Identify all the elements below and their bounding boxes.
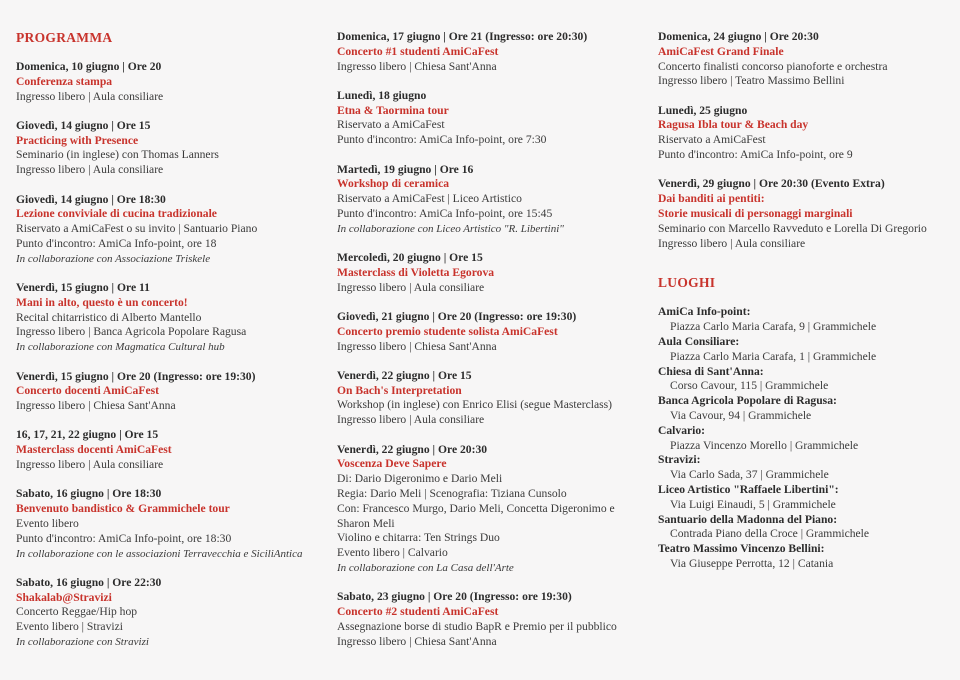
event-detail: Seminario con Marcello Ravveduto e Lorella Di Gregorio — [658, 221, 927, 235]
event-title: Mani in alto, questo è un concerto! — [16, 295, 188, 309]
event-title: Ragusa Ibla tour & Beach day — [658, 118, 809, 132]
venue-address: Via Giuseppe Perrotta, 12 | Catania — [670, 556, 834, 570]
event-date: 16, 17, 21, 22 giugno | Ore 15 — [16, 428, 159, 442]
venue-name: AmiCa Info-point: — [658, 305, 751, 319]
event-detail: Con: Francesco Murgo, Dario Meli, Concetta Digeronimo e — [337, 501, 615, 515]
event-detail: Ingresso libero | Chiesa Sant'Anna — [16, 399, 176, 413]
event-title: Practicing with Presence — [16, 133, 139, 147]
event-list — [337, 30, 637, 649]
venue-name: Chiesa di Sant'Anna: — [658, 364, 764, 378]
venue-item — [658, 453, 948, 483]
event-title: Concerto #1 studenti AmiCaFest — [337, 44, 499, 58]
event-detail: Regia: Dario Meli | Scenografia: Tiziana Cunsolo — [337, 486, 567, 500]
event-date: Giovedì, 14 giugno | Ore 18:30 — [16, 192, 166, 206]
event-item — [658, 104, 948, 163]
venue-item — [658, 483, 948, 513]
event-title: AmiCaFest Grand Finale — [658, 44, 784, 58]
venue-address: Piazza Carlo Maria Carafa, 9 | Grammichele — [670, 320, 877, 334]
program-column-2 — [337, 30, 637, 664]
event-title: Storie musicali di personaggi marginali — [658, 206, 853, 220]
venue-name: Teatro Massimo Vincenzo Bellini: — [658, 542, 825, 556]
event-title: Dai banditi ai pentiti: — [658, 192, 765, 206]
event-date: Giovedì, 21 giugno | Ore 20 (Ingresso: ore 19:30) — [337, 309, 577, 323]
event-item — [16, 193, 316, 267]
venue-name: Stravizi: — [658, 453, 701, 467]
event-detail: Ingresso libero | Aula consiliare — [337, 280, 485, 294]
event-list — [16, 60, 316, 650]
program-column-3 — [658, 30, 948, 572]
event-detail: Ingresso libero | Banca Agricola Popolare Ragusa — [16, 325, 247, 339]
event-item — [16, 487, 316, 561]
program-column-1 — [16, 30, 316, 664]
event-detail: Riservato a AmiCaFest — [337, 118, 445, 132]
event-date: Sabato, 16 giugno | Ore 22:30 — [16, 575, 162, 589]
event-detail: Punto d'incontro: AmiCa Info-point, ore 18 — [16, 236, 217, 250]
event-date: Venerdì, 22 giugno | Ore 20:30 — [337, 442, 488, 456]
venue-item — [658, 335, 948, 365]
event-date: Venerdì, 29 giugno | Ore 20:30 (Evento Extra) — [658, 177, 885, 191]
event-title: Masterclass di Violetta Egorova — [337, 265, 495, 279]
event-detail: Violino e chitarra: Ten Strings Duo — [337, 531, 500, 545]
event-date: Domenica, 17 giugno | Ore 21 (Ingresso: ore 20:30) — [337, 30, 588, 43]
event-detail: Seminario (in inglese) con Thomas Lanners — [16, 148, 219, 162]
event-collaboration: In collaborazione con Stravizi — [16, 636, 149, 648]
event-detail: Ingresso libero | Teatro Massimo Bellini — [658, 74, 845, 88]
event-detail: Ingresso libero | Chiesa Sant'Anna — [337, 59, 497, 73]
event-detail: Ingresso libero | Aula consiliare — [658, 236, 806, 250]
venue-address: Contrada Piano della Croce | Grammichele — [670, 527, 870, 541]
venue-name: Banca Agricola Popolare di Ragusa: — [658, 394, 837, 408]
venue-address: Piazza Carlo Maria Carafa, 1 | Grammichele — [670, 349, 877, 363]
venue-address: Via Carlo Sada, 37 | Grammichele — [670, 468, 829, 482]
venue-list — [658, 305, 948, 571]
event-detail: Riservato a AmiCaFest — [658, 133, 766, 147]
event-date: Giovedì, 14 giugno | Ore 15 — [16, 118, 151, 132]
event-detail: Di: Dario Digeronimo e Dario Meli — [337, 472, 503, 486]
event-title: Benvenuto bandistico & Grammichele tour — [16, 502, 230, 516]
event-date: Martedì, 19 giugno | Ore 16 — [337, 162, 474, 176]
event-title: Concerto #2 studenti AmiCaFest — [337, 605, 499, 618]
event-detail: Evento libero | Stravizi — [16, 620, 123, 634]
event-date: Venerdì, 15 giugno | Ore 11 — [16, 281, 150, 295]
event-collaboration: In collaborazione con La Casa dell'Arte — [337, 561, 514, 574]
event-title: On Bach's Interpretation — [337, 383, 462, 397]
event-collaboration: In collaborazione con Liceo Artistico "R. Libertini" — [337, 222, 564, 235]
event-detail: Riservato a AmiCaFest | Liceo Artistico — [337, 192, 522, 206]
event-date: Sabato, 16 giugno | Ore 18:30 — [16, 487, 162, 501]
event-detail: Ingresso libero | Aula consiliare — [16, 163, 164, 177]
event-title: Concerto docenti AmiCaFest — [16, 384, 159, 398]
event-title: Shakalab@Stravizi — [16, 590, 112, 604]
event-title: Concerto premio studente solista AmiCaFest — [337, 324, 558, 338]
event-date: Venerdì, 15 giugno | Ore 20 (Ingresso: ore 19:30) — [16, 369, 256, 383]
venue-item — [658, 424, 948, 454]
event-date: Lunedì, 18 giugno — [337, 88, 427, 102]
event-detail: Concerto finalisti concorso pianoforte e orchestra — [658, 59, 888, 73]
event-list — [658, 30, 948, 251]
event-detail: Ingresso libero | Aula consiliare — [16, 458, 164, 472]
event-item — [337, 251, 637, 295]
event-title: Voscenza Deve Sapere — [337, 457, 447, 471]
programma-title: PROGRAMMA — [16, 30, 113, 45]
event-date: Domenica, 10 giugno | Ore 20 — [16, 60, 162, 73]
event-detail: Punto d'incontro: AmiCa Info-point, ore 7:30 — [337, 133, 547, 147]
event-detail: Concerto Reggae/Hip hop — [16, 605, 138, 619]
event-item — [16, 60, 316, 104]
venue-address: Piazza Vincenzo Morello | Grammichele — [670, 438, 859, 452]
event-item — [337, 30, 637, 74]
venue-item — [658, 365, 948, 395]
event-collaboration: In collaborazione con Associazione Triskele — [16, 252, 211, 265]
event-detail: Ingresso libero | Chiesa Sant'Anna — [337, 634, 497, 648]
event-detail: Ingresso libero | Chiesa Sant'Anna — [337, 339, 497, 353]
venue-address: Via Cavour, 94 | Grammichele — [670, 408, 812, 422]
event-item — [337, 89, 637, 148]
event-title: Etna & Taormina tour — [337, 103, 449, 117]
venue-item — [658, 542, 948, 572]
event-detail: Punto d'incontro: AmiCa Info-point, ore 15:45 — [337, 206, 553, 220]
event-detail: Ingresso libero | Aula consiliare — [16, 89, 164, 103]
venue-name: Aula Consiliare: — [658, 334, 740, 348]
event-title: Lezione conviviale di cucina tradizionale — [16, 207, 217, 221]
event-item — [337, 590, 637, 649]
event-detail: Recital chitarristico di Alberto Mantello — [16, 310, 202, 324]
event-item — [16, 576, 316, 650]
event-detail: Ingresso libero | Aula consiliare — [337, 413, 485, 427]
event-detail: Evento libero | Calvario — [337, 546, 448, 560]
event-item — [337, 443, 637, 576]
event-collaboration: In collaborazione con le associazioni Terravecchia e SiciliAntica — [16, 547, 303, 560]
event-date: Venerdì, 22 giugno | Ore 15 — [337, 368, 472, 382]
event-item — [337, 163, 637, 237]
event-detail: Workshop (in inglese) con Enrico Elisi (segue Masterclass) — [337, 398, 612, 412]
event-title: Masterclass docenti AmiCaFest — [16, 443, 172, 457]
event-date: Lunedì, 25 giugno — [658, 103, 748, 117]
venue-name: Santuario della Madonna del Piano: — [658, 512, 838, 526]
venue-address: Corso Cavour, 115 | Grammichele — [670, 379, 829, 393]
event-collaboration: In collaborazione con Magmatica Cultural hub — [16, 341, 225, 354]
event-item — [16, 428, 316, 472]
event-date: Mercoledì, 20 giugno | Ore 15 — [337, 251, 483, 265]
event-detail: Punto d'incontro: AmiCa Info-point, ore 18:30 — [16, 531, 232, 545]
event-date: Domenica, 24 giugno | Ore 20:30 — [658, 30, 819, 43]
venue-item — [658, 513, 948, 543]
event-item — [658, 177, 948, 251]
event-date: Sabato, 23 giugno | Ore 20 (Ingresso: ore 19:30) — [337, 590, 572, 604]
event-title: Conferenza stampa — [16, 74, 113, 88]
event-item — [658, 30, 948, 89]
event-detail: Punto d'incontro: AmiCa Info-point, ore 9 — [658, 148, 853, 162]
luoghi-title: LUOGHI — [658, 275, 716, 291]
event-item — [16, 281, 316, 355]
venue-name: Calvario: — [658, 423, 706, 437]
event-title: Workshop di ceramica — [337, 177, 450, 191]
venue-item — [658, 305, 948, 335]
event-detail: Assegnazione borse di studio BapR e Premio per il pubblico — [337, 619, 617, 633]
event-detail: Sharon Meli — [337, 516, 395, 530]
event-detail: Riservato a AmiCaFest o su invito | Santuario Piano — [16, 222, 258, 236]
event-item — [16, 370, 316, 414]
event-item — [337, 310, 637, 354]
venue-name: Liceo Artistico "Raffaele Libertini": — [658, 482, 839, 496]
venue-item — [658, 394, 948, 424]
event-item — [337, 369, 637, 428]
event-item — [16, 119, 316, 178]
venue-address: Via Luigi Einaudi, 5 | Grammichele — [670, 497, 836, 511]
event-detail: Evento libero — [16, 516, 79, 530]
